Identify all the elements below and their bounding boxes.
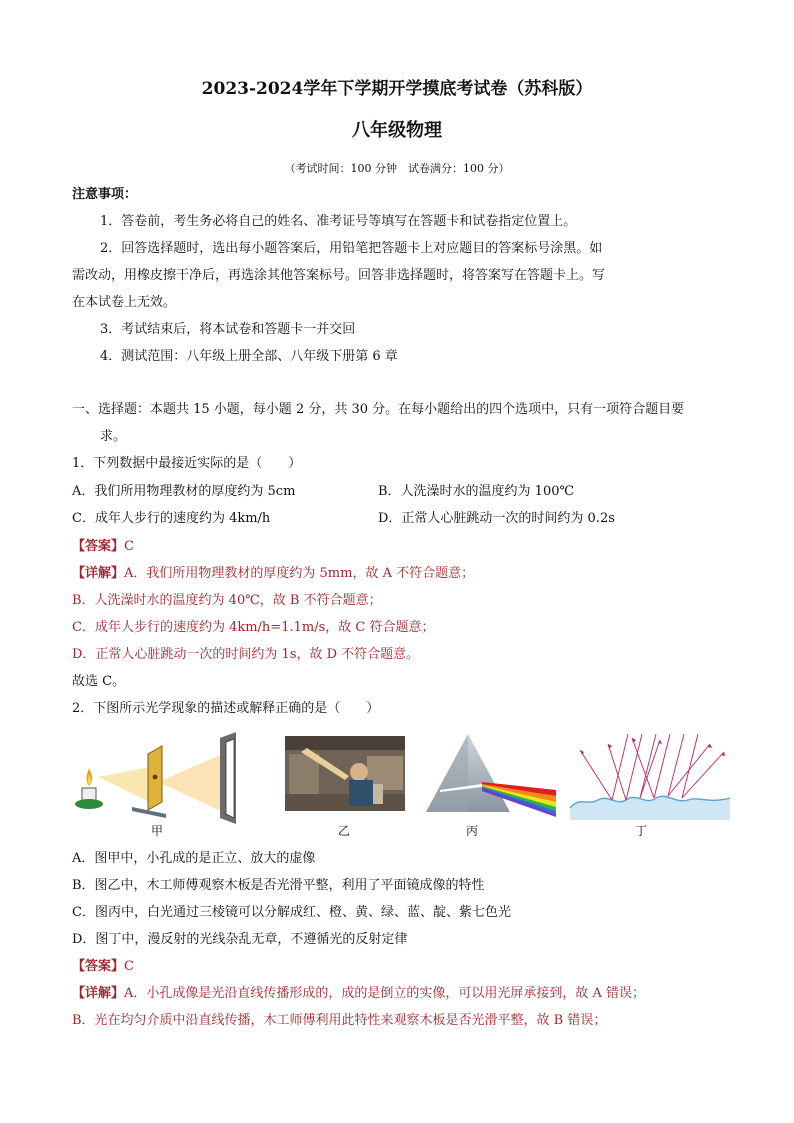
note-item-2-line-1: 2．回答选择题时，选出每小题答案后，用铅笔把答题卡上对应题目的答案标号涂黑。如: [100, 241, 603, 256]
q2-option-b: B．图乙中，木工师傅观察木板是否光滑平整，利用了平面镜成像的特性: [72, 878, 485, 893]
subject-title: 八年级物理: [352, 120, 442, 141]
q1-stem: 1．下列数据中最接近实际的是（ ）: [72, 456, 302, 471]
q2-detail-b: B．光在均匀介质中沿直线传播，木工师傅利用此特性来观察木板是否光滑平整，故 B 错误；: [72, 1013, 607, 1028]
section-intro-line-1: 一、选择题：本题共 15 小题，每小题 2 分，共 30 分。在每小题给出的四个选项中，只有一项符合题目要: [72, 402, 685, 417]
q2-detail-a: [72, 985, 645, 1003]
notes-heading: 注意事项：: [72, 187, 138, 202]
q2-option-d: D．图丁中，漫反射的光线杂乱无章，不遵循光的反射定律: [72, 932, 408, 947]
figure-prism-dispersion: [420, 732, 560, 817]
q1-option-d: D．正常人心脏跳动一次的时间约为 0.2s: [378, 511, 615, 526]
q1-answer: [72, 538, 134, 556]
figure-label-jia: 甲: [150, 824, 163, 838]
q1-detail-d: D．正常人心脏跳动一次的时间约为 1s，故 D 不符合题意。: [72, 647, 420, 662]
note-item-3: 3．考试结束后，将本试卷和答题卡一并交回: [100, 322, 356, 337]
q2-answer: [72, 958, 134, 976]
q2-answer-value: C: [124, 959, 134, 974]
figure-label-yi: 乙: [337, 824, 350, 838]
q2-answer-label: 【答案】: [72, 959, 125, 974]
figure-diffuse-reflection: [570, 730, 730, 820]
q1-detail-a-text: A．我们所用物理教材的厚度约为 5mm，故 A 不符合题意；: [124, 566, 475, 581]
q1-option-a: A．我们所用物理教材的厚度约为 5cm: [72, 484, 296, 499]
q1-option-c: C．成年人步行的速度约为 4km/h: [72, 511, 271, 526]
section-intro-line-2: 求。: [100, 429, 127, 444]
figure-carpenter-photo: [285, 736, 405, 811]
q2-detail-a-text: A．小孔成像是光沿直线传播形成的，成的是倒立的实像，可以用光屏承接到，故 A 错误；: [124, 986, 646, 1001]
figure-label-bing: 丙: [465, 824, 478, 838]
q1-detail-c: C．成年人步行的速度约为 4km/h=1.1m/s，故 C 符合题意；: [72, 620, 435, 635]
figure-pinhole-camera: [70, 732, 255, 827]
note-item-4: 4．测试范围：八年级上册全部、八年级下册第 6 章: [100, 349, 398, 364]
q1-option-b: B．人洗澡时水的温度约为 100℃: [378, 484, 575, 499]
q1-detail-a: [72, 565, 474, 583]
q1-conclusion: 故选 C。: [72, 674, 126, 689]
q1-detail-label: 【详解】: [72, 566, 125, 581]
exam-info: （考试时间：100 分钟 试卷满分：100 分）: [284, 162, 510, 175]
q2-option-c: C．图丙中，白光通过三棱镜可以分解成红、橙、黄、绿、蓝、靛、紫七色光: [72, 905, 511, 920]
q1-answer-value: C: [124, 539, 134, 554]
exam-title: 2023-2024学年下学期开学摸底考试卷（苏科版）: [201, 79, 593, 99]
q2-option-a: A．图甲中，小孔成的是正立、放大的虚像: [72, 851, 316, 866]
q1-detail-b: B．人洗澡时水的温度约为 40℃，故 B 不符合题意；: [72, 593, 382, 608]
q2-detail-label: 【详解】: [72, 986, 125, 1001]
q1-answer-label: 【答案】: [72, 539, 125, 554]
q2-stem: 2．下图所示光学现象的描述或解释正确的是（ ）: [72, 701, 380, 716]
figure-label-ding: 丁: [634, 824, 647, 838]
note-item-2-line-3: 在本试卷上无效。: [72, 295, 177, 310]
note-item-2-line-2: 需改动，用橡皮擦干净后，再选涂其他答案标号。回答非选择题时，将答案写在答题卡上。写: [72, 268, 606, 283]
note-item-1: 1．答卷前，考生务必将自己的姓名、准考证号等填写在答题卡和试卷指定位置上。: [100, 214, 577, 229]
